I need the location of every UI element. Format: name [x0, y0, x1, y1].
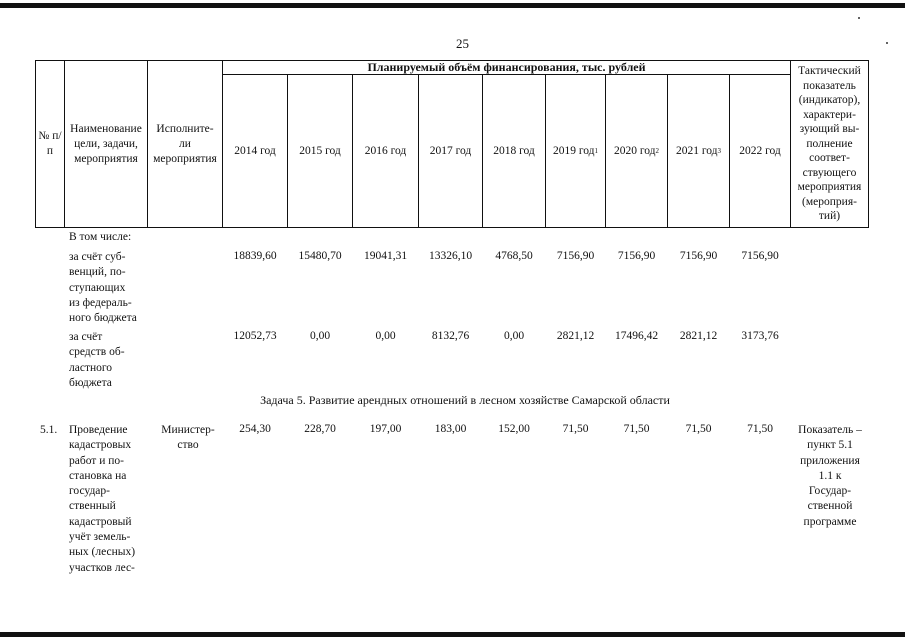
header-year: 2015 год: [299, 144, 341, 157]
header-col-name: Наименование цели, задачи, мероприятия: [70, 122, 142, 165]
item-executor: Министер- ство: [161, 424, 215, 452]
top-border-line: [0, 3, 905, 8]
header-col-executor: Исполните- ли мероприятия: [153, 122, 217, 165]
header-year: 2014 год: [234, 144, 276, 157]
value-cell: 71,50: [685, 423, 712, 435]
value-cell: 152,00: [498, 423, 530, 435]
value-cell: 0,00: [309, 330, 331, 342]
header-year: 2016 год: [364, 144, 407, 157]
page-number: 25: [456, 36, 469, 51]
item-name: Проведение кадастровых работ и по- становка на государ- ственный кадастровый учёт земель- ных (лесных) участков лес-: [69, 424, 136, 574]
header-year: 2022 год: [739, 144, 781, 157]
value-cell: 71,50: [562, 423, 589, 435]
value-cell: 0,00: [375, 330, 396, 342]
header-year: 2020 год 2: [613, 144, 660, 157]
bottom-border-line: [0, 632, 905, 637]
value-cell: 3173,76: [741, 330, 779, 342]
row-label-including: В том числе:: [69, 231, 132, 243]
row-label-federal: за счёт суб- венций, по- ступающих из федераль- ного бюджета: [69, 251, 137, 325]
value-cell: 18839,60: [233, 250, 277, 262]
value-cell: 71,50: [747, 423, 773, 435]
value-cell: 17496,42: [614, 330, 659, 342]
value-cell: 228,70: [304, 423, 336, 435]
value-cell: 183,00: [434, 423, 467, 435]
scan-speck: [858, 17, 860, 19]
value-cell: 7156,90: [617, 250, 656, 262]
value-cell: 8132,76: [431, 330, 470, 342]
value-cell: 7156,90: [556, 250, 595, 262]
header-col-indicator: Тактический показатель (индикатор), характери- зующий вы- полнение соответ- ствующего мероприятия (мероприя- тий): [797, 65, 862, 223]
header-year: 2021 год 3: [675, 144, 722, 157]
value-cell: 254,30: [239, 423, 271, 435]
value-cell: 197,00: [369, 423, 402, 435]
value-cell: 4768,50: [495, 250, 533, 262]
header-year: 2018 год: [493, 144, 535, 157]
value-cell: 2821,12: [556, 330, 595, 342]
value-cell: 2821,12: [679, 330, 718, 342]
value-cell: 7156,90: [741, 250, 779, 262]
scan-speck: [886, 42, 888, 44]
value-cell: 12052,73: [233, 330, 277, 342]
header-col-number: № п/п: [38, 130, 62, 157]
row-label-regional: за счёт средств об- ластного бюджета: [69, 331, 125, 389]
task-heading: Задача 5. Развитие арендных отношений в лесном хозяйстве Самарской области: [260, 393, 670, 407]
value-cell: 0,00: [503, 330, 525, 342]
item-indicator: Показатель – пункт 5.1 приложения 1.1 к Государ- ственной программе: [798, 424, 862, 528]
header-year: 2019 год 1: [552, 144, 599, 157]
value-cell: 15480,70: [298, 250, 342, 262]
value-cell: 13326,10: [428, 250, 473, 262]
header-financing-title: Планируемый объём финансирования, тыс. рублей: [367, 59, 646, 74]
value-cell: 19041,31: [363, 250, 408, 262]
item-number: 5.1.: [40, 424, 58, 436]
value-cell: 7156,90: [679, 250, 718, 262]
header-year: 2017 год: [429, 144, 472, 157]
value-cell: 71,50: [623, 423, 650, 435]
